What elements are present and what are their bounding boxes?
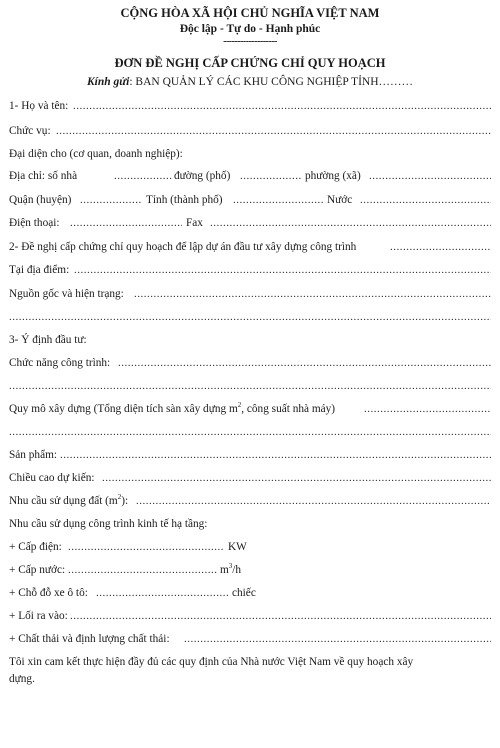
water-label: + Cấp nước: [9,564,66,576]
power-unit: KW [228,541,247,553]
position-field[interactable] [56,125,491,138]
parking-unit: chiếc [232,587,256,599]
product-label: Sản phẩm: [9,449,58,461]
project-field[interactable] [390,241,491,254]
water-unit-b: /h [232,564,242,576]
form-title: ĐƠN ĐỀ NGHỊ CẤP CHỨNG CHỈ QUY HOẠCH [114,56,386,70]
name-field[interactable] [73,100,491,113]
district-field[interactable] [80,194,142,207]
name-label: 1- Họ và tên: [9,100,69,112]
land-label-b: ): [121,495,129,507]
height-label: Chiều cao dự kiến: [9,472,95,484]
ward-label: phường (xã) [305,170,361,182]
scale-label-a: Quy mô xây dựng (Tổng diện tích sàn xây dựng m [9,403,238,415]
land-label-sup: 2 [117,493,122,502]
origin-field[interactable] [134,288,491,301]
commitment-line-1: Tôi xin cam kết thực hiện đầy đủ các quy định của Nhà nước Việt Nam về quy hoạch xây [9,656,414,668]
origin-label: Nguồn gốc và hiện trạng: [9,288,124,300]
motto-divider: ------------------- [223,36,277,47]
country-label: Nước [327,194,353,206]
country-field[interactable] [360,194,491,207]
commitment-line-2: dựng. [9,673,35,685]
street-field[interactable] [240,170,302,183]
house-number-field[interactable] [114,170,172,183]
province-field[interactable] [233,194,323,207]
scale-label-b: , công suất nhà máy) [241,403,336,415]
land-label-a: Nhu cầu sử dụng đất (m [9,495,118,507]
power-field[interactable] [68,541,224,554]
represent-label: Đại diện cho (cơ quan, doanh nghiệp): [9,148,183,160]
water-field[interactable] [68,564,218,577]
fax-label: Fax [186,217,203,229]
water-unit-sup: 3 [228,562,233,571]
recipient-line [0,76,500,88]
national-title: CỘNG HÒA XÃ HỘI CHỦ NGHĨA VIỆT NAM [120,6,380,20]
phone-label: Điện thoại: [9,217,60,229]
function-field-line-2[interactable] [9,380,491,393]
recipient-label: Kính gửi [86,76,130,88]
scale-label [9,403,335,416]
location-label: Tại địa điểm: [9,264,70,276]
power-label: + Cấp điện: [9,541,62,553]
scale-field[interactable] [364,403,491,416]
province-label: Tỉnh (thành phố) [146,194,223,206]
land-field[interactable] [136,495,491,508]
height-field[interactable] [102,472,491,485]
infra-label: Nhu cầu sử dụng công trình kinh tế hạ tầng: [9,518,208,530]
water-unit [220,564,241,577]
land-label [9,495,128,508]
request-label: 2- Đề nghị cấp chứng chỉ quy hoạch để lập dự án đầu tư xây dựng công trình [9,241,357,253]
location-field[interactable] [74,264,491,277]
fax-field[interactable] [210,217,491,230]
intent-label: 3- Ý định đầu tư: [9,334,87,346]
scale-label-sup: 2 [237,401,242,410]
position-label: Chức vụ: [9,125,51,137]
function-label: Chức năng công trình: [9,357,111,369]
water-unit-a: m [220,564,229,576]
waste-field[interactable] [184,633,491,646]
waste-label: + Chất thải và định lượng chất thải: [9,633,170,645]
parking-label: + Chỗ đỗ xe ô tô: [9,587,88,599]
entrance-field[interactable] [70,610,491,623]
motto: Độc lập - Tự do - Hạnh phúc [179,23,321,35]
ward-field[interactable] [369,170,491,183]
product-field[interactable] [60,449,491,462]
parking-field[interactable] [96,587,230,600]
origin-field-line-2[interactable] [9,311,491,324]
entrance-label: + Lối ra vào: [9,610,68,622]
address-label: Địa chỉ: số nhà [9,170,78,182]
district-label: Quận (huyện) [9,194,72,206]
street-label: đường (phố) [174,170,231,182]
phone-field[interactable] [70,217,182,230]
scale-field-line-2[interactable] [9,426,491,439]
function-field[interactable] [118,357,491,370]
recipient-text: : BAN QUẢN LÝ CÁC KHU CÔNG NGHIỆP TỈNH……… [129,76,414,88]
